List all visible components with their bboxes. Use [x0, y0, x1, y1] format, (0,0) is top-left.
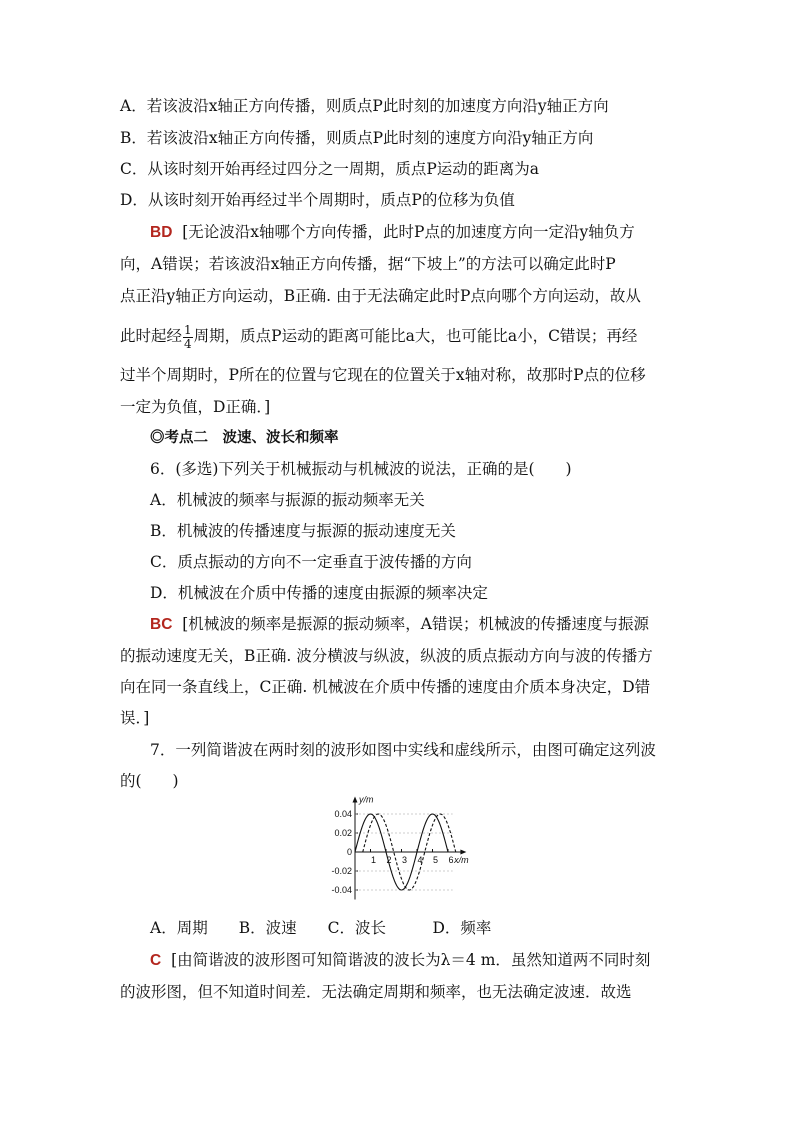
q5-explanation-4b: 周期，质点P运动的距离可能比a大，也可能比a小，C错误；再经 [193, 327, 638, 345]
q5-explanation-2: 向，A错误；若该波沿x轴正方向传播，据“下坡上”的方法可以确定此时P [120, 255, 616, 273]
wave-chart [315, 794, 505, 908]
x-tick-label: 2 [386, 855, 392, 865]
y-tick-label: 0 [346, 847, 352, 857]
q6-explanation-1: [机械波的频率是振源的振动频率，A错误；机械波的传播速度与振源 [182, 615, 649, 633]
q7-answer-line-1 [150, 950, 710, 971]
y-axis-arrow [353, 797, 358, 803]
q5-explanation-3: 点正沿y轴正方向运动，B正确. 由于无法确定此时P点向哪个方向运动，故从 [120, 287, 641, 305]
q7-stem-2: 的( ) [120, 772, 179, 790]
q5-explanation-5: 过半个周期时，P所在的位置与它现在的位置关于x轴对称，故那时P点的位移 [120, 366, 646, 384]
section-heading: ◎考点二 波速、波长和频率 [150, 430, 339, 446]
y-tick-label: -0.04 [331, 885, 352, 895]
q7-explanation-2: 的波形图，但不知道时间差．无法确定周期和频率，也无法确定波速．故选 [120, 983, 632, 1001]
q6-answer-key: BC [150, 616, 173, 633]
q6-explanation-4: 误．] [120, 709, 150, 727]
x-tick-label: 4 [417, 855, 423, 865]
q6-explanation-2: 的振动速度无关，B正确. 波分横波与纵波，纵波的质点振动方向与波的传播方 [120, 647, 653, 665]
q6-option-d: D．机械波在介质中传播的速度由振源的频率决定 [150, 584, 488, 602]
y-tick-label: -0.02 [331, 866, 352, 876]
q5-option-b: B．若该波沿x轴正方向传播，则质点P此时刻的速度方向沿y轴正方向 [120, 129, 594, 147]
y-tick-label: 0.02 [334, 828, 352, 838]
q7-answer-key: C [150, 952, 162, 969]
q5-option-d: D．从该时刻开始再经过半个周期时，质点P的位移为负值 [120, 191, 515, 209]
x-tick-label: 1 [370, 855, 377, 865]
q6-option-c: C．质点振动的方向不一定垂直于波传播的方向 [150, 553, 472, 571]
fraction-numerator: 1 [184, 322, 192, 337]
q5-explanation-1: [无论波沿x轴哪个方向传播，此时P点的加速度方向一定沿y轴负方 [182, 223, 635, 241]
q7-explanation-1: [由简谐波的波形图可知简谐波的波长为λ＝4 m．虽然知道两不同时刻 [171, 951, 651, 969]
q5-explanation-4 [120, 318, 680, 354]
q6-stem: 6．(多选)下列关于机械振动与机械波的说法，正确的是( ) [150, 460, 572, 478]
x-axis-label: x/m [454, 855, 469, 865]
q5-explanation-6: 一定为负值，D正确．] [120, 398, 271, 416]
q6-explanation-3: 向在同一条直线上，C正确. 机械波在介质中传播的速度由介质本身决定，D错 [120, 678, 651, 696]
q7-options: A．周期 B．波速 C．波长 D．频率 [150, 919, 492, 937]
q6-answer-line-1 [150, 614, 710, 635]
x-axis-arrow [460, 850, 466, 855]
y-tick-label: 0.04 [334, 809, 352, 819]
q6-option-b: B．机械波的传播速度与振源的振动速度无关 [150, 522, 456, 540]
q5-option-a: A．若该波沿x轴正方向传播，则质点P此时刻的加速度方向沿y轴正方向 [120, 97, 609, 115]
q5-answer-line-1 [150, 222, 710, 243]
x-tick-label: 5 [432, 855, 439, 865]
q5-explanation-4a: 此时起经 [120, 327, 183, 345]
x-tick-label: 6 [448, 855, 454, 865]
q5-option-c: C．从该时刻开始再经过四分之一周期，质点P运动的距离为a [120, 160, 540, 178]
q5-answer-key: BD [150, 224, 173, 241]
y-axis-label: y/m [359, 794, 374, 805]
q6-option-a: A．机械波的频率与振源的振动频率无关 [150, 491, 425, 509]
x-tick-label: 3 [401, 855, 408, 865]
q7-stem-1: 7．一列简谐波在两时刻的波形如图中实线和虚线所示，由图可确定这列波 [150, 741, 656, 759]
quarter-fraction [183, 324, 193, 351]
fraction-denominator: 4 [184, 336, 192, 351]
